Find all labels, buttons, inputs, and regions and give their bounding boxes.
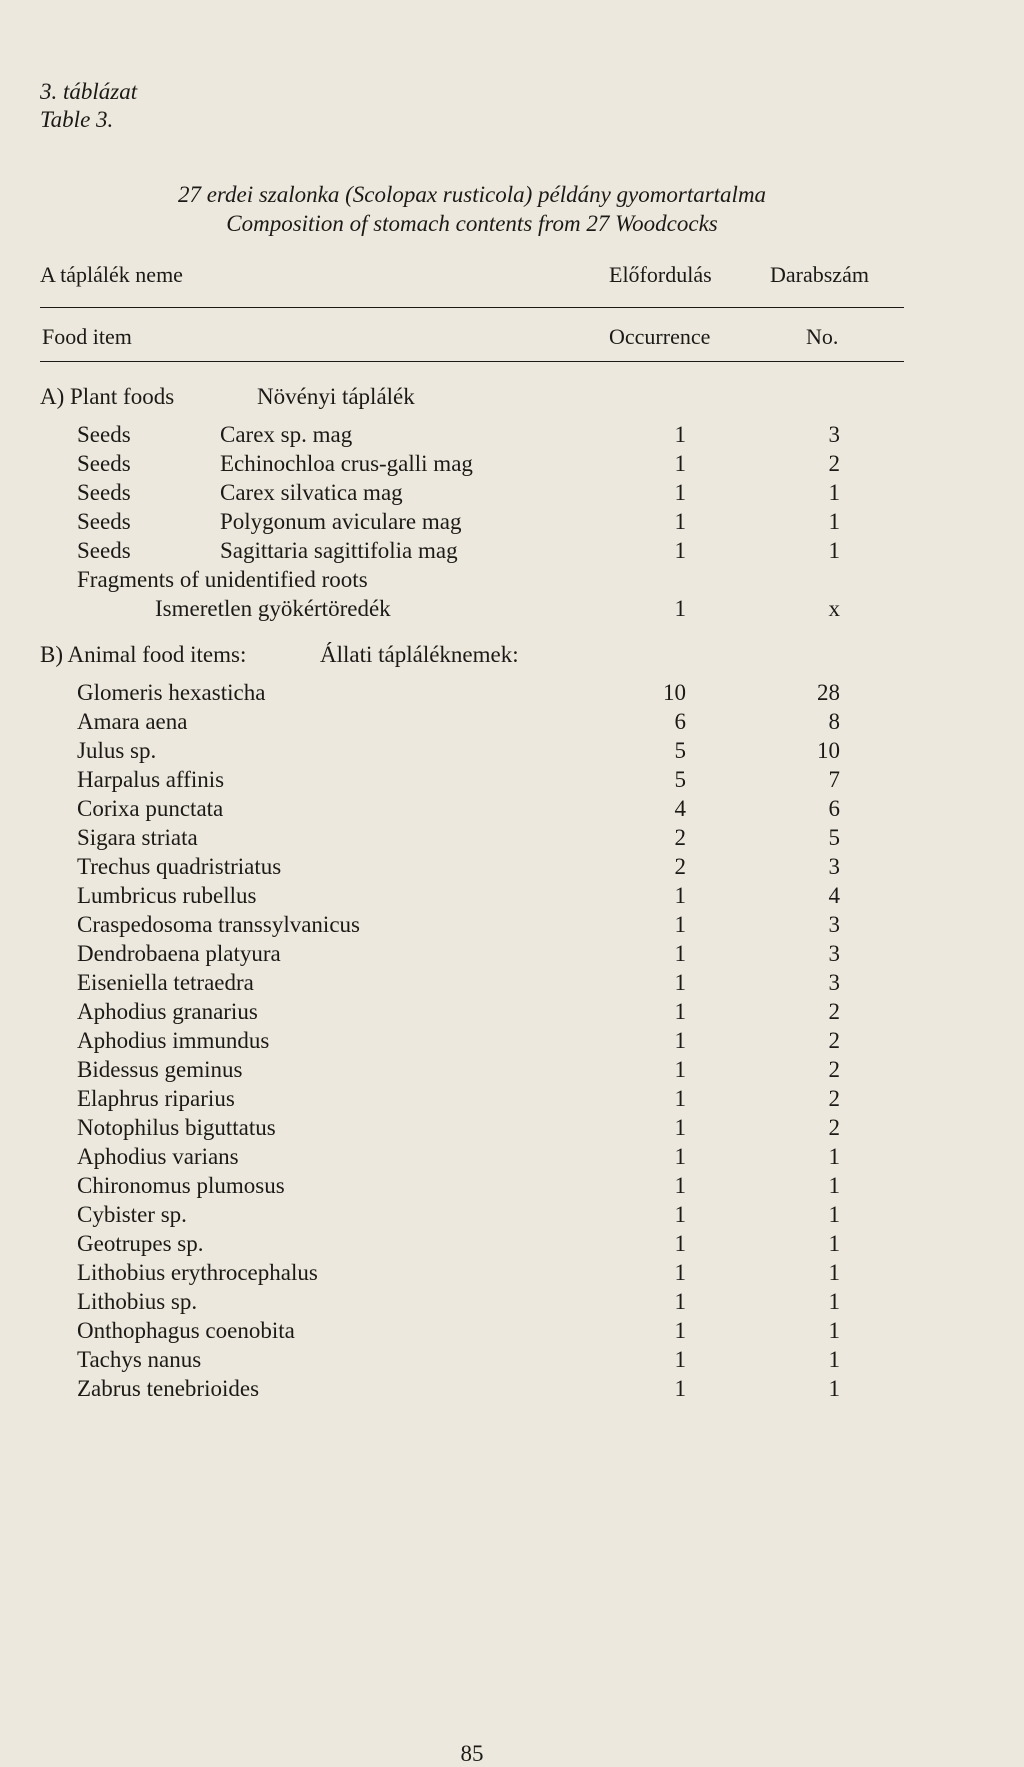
food-name: Dendrobaena platyura	[77, 941, 281, 966]
column-header-food-hu: A táplálék neme	[40, 262, 183, 287]
count-value: 8	[828, 709, 840, 734]
occurrence-value: 1	[674, 480, 686, 505]
count-value: 1	[828, 1144, 840, 1169]
table-title-hu: 27 erdei szalonka (Scolopax rusticola) példány gyomortartalma	[177, 182, 767, 207]
food-name: Aphodius varians	[77, 1144, 239, 1169]
column-header-count-hu: Darabszám	[770, 262, 869, 287]
count-value: 1	[828, 1231, 840, 1256]
count-value: 1	[828, 538, 840, 563]
food-name: Elaphrus riparius	[77, 1086, 235, 1111]
table-row	[0, 1289, 1024, 1318]
count-value: 3	[828, 912, 840, 937]
table-row	[0, 538, 1024, 567]
food-name: Lithobius sp.	[77, 1289, 198, 1314]
count-value: 1	[828, 480, 840, 505]
count-value: 1	[828, 1318, 840, 1343]
table-row	[0, 941, 1024, 970]
count-value: 5	[828, 825, 840, 850]
food-type: Seeds	[77, 422, 131, 447]
table-row	[0, 1173, 1024, 1202]
food-name: Lithobius erythrocephalus	[77, 1260, 318, 1285]
table-row	[0, 1028, 1024, 1057]
count-value: 1	[828, 1260, 840, 1285]
count-value: 2	[828, 1028, 840, 1053]
table-row	[0, 796, 1024, 825]
table-row	[0, 912, 1024, 941]
food-name: Tachys nanus	[77, 1347, 202, 1372]
table-row	[0, 854, 1024, 883]
food-name: Trechus quadristriatus	[77, 854, 282, 879]
count-value: 3	[828, 941, 840, 966]
section-plant-title-en: A) Plant foods	[40, 384, 175, 409]
food-name: Geotrupes sp.	[77, 1231, 204, 1256]
occurrence-value: 1	[674, 1173, 686, 1198]
count-value: 4	[828, 883, 840, 908]
food-name: Chironomus plumosus	[77, 1173, 285, 1198]
count-value: 3	[828, 422, 840, 447]
table-row	[0, 1057, 1024, 1086]
table-row	[0, 480, 1024, 509]
column-header-occurrence-en: Occurrence	[609, 324, 711, 349]
table-row	[0, 999, 1024, 1028]
column-header-food-en: Food item	[42, 324, 132, 349]
occurrence-value: 10	[663, 680, 686, 705]
count-value: 2	[828, 451, 840, 476]
roots-count: x	[828, 596, 840, 621]
food-name: Aphodius granarius	[77, 999, 258, 1024]
section-plant-title-hu: Növényi táplálék	[257, 384, 415, 409]
roots-row-en	[0, 567, 1024, 596]
occurrence-value: 1	[674, 451, 686, 476]
occurrence-value: 1	[674, 538, 686, 563]
table-row	[0, 1202, 1024, 1231]
section-animal-title-en: B) Animal food items:	[40, 642, 247, 667]
table-row	[0, 970, 1024, 999]
occurrence-value: 1	[674, 970, 686, 995]
food-name: Carex silvatica mag	[220, 480, 403, 505]
roots-label-en: Fragments of unidentified roots	[77, 567, 368, 592]
table-row	[0, 422, 1024, 451]
food-name: Sigara striata	[77, 825, 198, 850]
food-name: Julus sp.	[77, 738, 157, 763]
occurrence-value: 2	[674, 854, 686, 879]
food-name: Sagittaria sagittifolia mag	[220, 538, 458, 563]
table-label-en: Table 3.	[40, 107, 114, 132]
occurrence-value: 1	[674, 883, 686, 908]
occurrence-value: 1	[674, 1318, 686, 1343]
table-row	[0, 1115, 1024, 1144]
count-value: 1	[828, 1376, 840, 1401]
table-row	[0, 1231, 1024, 1260]
table-row	[0, 451, 1024, 480]
count-value: 6	[828, 796, 840, 821]
table-row	[0, 1347, 1024, 1376]
column-header-count-en: No.	[806, 324, 839, 349]
count-value: 1	[828, 509, 840, 534]
table-row	[0, 680, 1024, 709]
table-label-hu: 3. táblázat	[40, 79, 138, 104]
food-type: Seeds	[77, 451, 131, 476]
table-title-en: Composition of stomach contents from 27 Woodcocks	[226, 211, 718, 236]
occurrence-value: 6	[674, 709, 686, 734]
count-value: 10	[817, 738, 840, 763]
food-name: Corixa punctata	[77, 796, 224, 821]
section-animal-title-hu: Állati tápláléknemek:	[320, 642, 519, 667]
page-number: 85	[460, 1741, 484, 1766]
count-value: 3	[828, 854, 840, 879]
food-name: Carex sp. mag	[220, 422, 353, 447]
occurrence-value: 1	[674, 1289, 686, 1314]
table-row	[0, 883, 1024, 912]
food-name: Bidessus geminus	[77, 1057, 243, 1082]
food-name: Lumbricus rubellus	[77, 883, 257, 908]
occurrence-value: 1	[674, 1347, 686, 1372]
occurrence-value: 1	[674, 1202, 686, 1227]
food-name: Onthophagus coenobita	[77, 1318, 295, 1343]
food-type: Seeds	[77, 538, 131, 563]
occurrence-value: 4	[674, 796, 686, 821]
occurrence-value: 1	[674, 1086, 686, 1111]
table-row	[0, 738, 1024, 767]
count-value: 2	[828, 1086, 840, 1111]
occurrence-value: 1	[674, 1028, 686, 1053]
food-name: Zabrus tenebrioides	[77, 1376, 260, 1401]
food-name: Glomeris hexasticha	[77, 680, 266, 705]
count-value: 2	[828, 1057, 840, 1082]
column-header-occurrence-hu: Előfordulás	[609, 262, 712, 287]
table-row	[0, 509, 1024, 538]
occurrence-value: 5	[674, 738, 686, 763]
occurrence-value: 1	[674, 1231, 686, 1256]
occurrence-value: 1	[674, 422, 686, 447]
food-name: Eiseniella tetraedra	[77, 970, 254, 995]
occurrence-value: 1	[674, 999, 686, 1024]
count-value: 1	[828, 1289, 840, 1314]
table-row	[0, 825, 1024, 854]
occurrence-value: 5	[674, 767, 686, 792]
roots-occurrence: 1	[674, 596, 686, 621]
table-row	[0, 1144, 1024, 1173]
food-name: Cybister sp.	[77, 1202, 187, 1227]
occurrence-value: 1	[674, 1144, 686, 1169]
food-name: Polygonum aviculare mag	[220, 509, 462, 534]
table-row	[0, 1376, 1024, 1405]
food-name: Amara aena	[77, 709, 188, 734]
occurrence-value: 2	[674, 825, 686, 850]
occurrence-value: 1	[674, 912, 686, 937]
header-rule-bottom	[40, 361, 904, 362]
food-name: Craspedosoma transsylvanicus	[77, 912, 360, 937]
header-rule-top	[40, 307, 904, 308]
food-name: Notophilus biguttatus	[77, 1115, 276, 1140]
occurrence-value: 1	[674, 1260, 686, 1285]
food-name: Echinochloa crus-galli mag	[220, 451, 473, 476]
food-name: Harpalus affinis	[77, 767, 225, 792]
count-value: 3	[828, 970, 840, 995]
count-value: 2	[828, 1115, 840, 1140]
food-type: Seeds	[77, 480, 131, 505]
occurrence-value: 1	[674, 1057, 686, 1082]
roots-label-hu: Ismeretlen gyökértöredék	[155, 596, 391, 621]
occurrence-value: 1	[674, 1115, 686, 1140]
count-value: 1	[828, 1202, 840, 1227]
table-row	[0, 1086, 1024, 1115]
food-type: Seeds	[77, 509, 131, 534]
count-value: 7	[828, 767, 840, 792]
count-value: 1	[828, 1347, 840, 1372]
occurrence-value: 1	[674, 509, 686, 534]
table-row	[0, 1260, 1024, 1289]
count-value: 2	[828, 999, 840, 1024]
table-row	[0, 709, 1024, 738]
table-row	[0, 767, 1024, 796]
count-value: 1	[828, 1173, 840, 1198]
table-row	[0, 1318, 1024, 1347]
count-value: 28	[817, 680, 840, 705]
food-name: Aphodius immundus	[77, 1028, 270, 1053]
occurrence-value: 1	[674, 941, 686, 966]
occurrence-value: 1	[674, 1376, 686, 1401]
roots-row-hu	[0, 596, 1024, 625]
